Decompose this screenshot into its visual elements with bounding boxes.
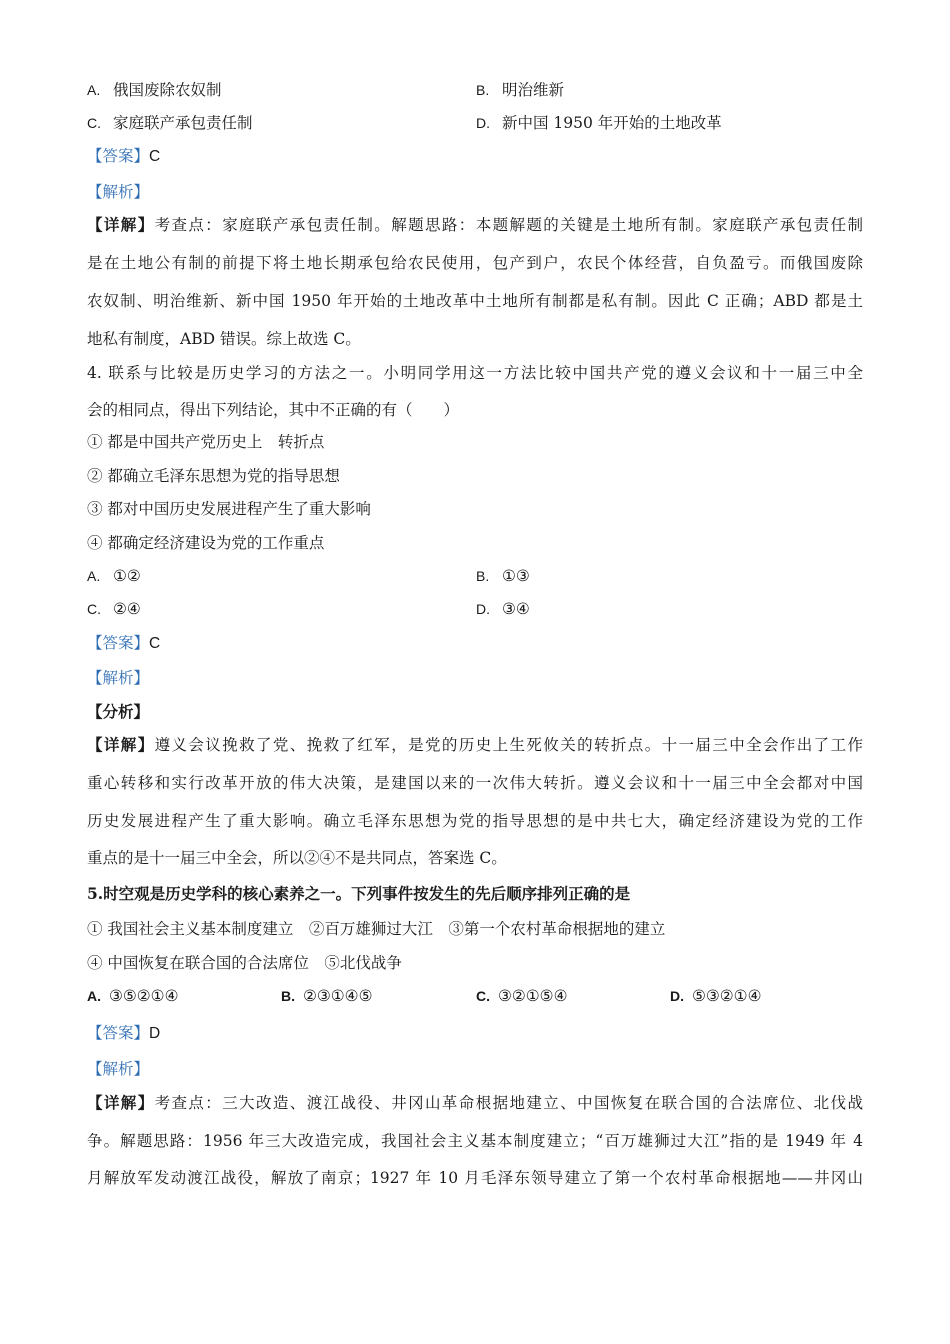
q3-option-a-letter: A. [87, 82, 101, 98]
q5-option-c-text: ③②①⑤④ [498, 987, 568, 1005]
q3-analysis-heading [87, 182, 863, 202]
q4-fenxi-tag: 【分析】 [87, 702, 150, 721]
q4-answer [87, 633, 863, 654]
q4-option-d-letter: D. [476, 601, 490, 617]
q5-detail-tag: 【详解】 [87, 1093, 155, 1112]
q5-option-b-letter: B. [281, 988, 295, 1004]
q4-stem-line-1: 4. 联系与比较是历史学习的方法之一。小明同学用这一方法比较中国共产党的遵义会议和十一届三中全 [87, 364, 863, 382]
q4-detail-line-2: 重心转移和实行改革开放的伟大决策，是建国以来的一次伟大转折。遵义会议和十一届三中全会都对中国 [87, 774, 863, 792]
q5-answer [87, 1023, 863, 1044]
q4-detail-line-1 [87, 735, 863, 755]
q4-analysis-tag: 【解析】 [87, 669, 150, 687]
q5-events-line-1: ① 我国社会主义基本制度建立 ②百万雄狮过大江 ③第一个农村革命根据地的建立 [87, 920, 666, 938]
q4-statement-4: ④ 都确定经济建设为党的工作重点 [87, 534, 325, 552]
q4-option-d-text: ③④ [502, 600, 530, 618]
q3-option-c-letter: C. [87, 115, 101, 131]
q3-detail-line-3: 农奴制、明治维新、新中国 1950 年开始的土地改革中土地所有制都是私有制。因此 C 正确；ABD 都是土 [87, 292, 863, 310]
q5-option-c-letter: C. [476, 988, 490, 1004]
q4-option-a-text: ①② [113, 567, 141, 585]
q5-detail-text-1: 考查点：三大改造、渡江战役、井冈山革命根据地建立、中国恢复在联合国的合法席位、北伐战 [154, 1094, 863, 1112]
q5-option-a [87, 986, 178, 1006]
q4-option-c-text: ②④ [113, 600, 141, 618]
q5-option-a-letter: A. [87, 988, 101, 1004]
q4-statement-1: ① 都是中国共产党历史上 转折点 [87, 433, 325, 451]
q4-option-c-letter: C. [87, 601, 101, 617]
q4-fenxi-heading [87, 702, 863, 722]
q4-option-a [87, 566, 141, 586]
q3-option-b [476, 80, 564, 100]
q3-option-b-letter: B. [476, 82, 490, 98]
q5-answer-value: D [149, 1025, 161, 1042]
q5-option-d-letter: D. [670, 988, 684, 1004]
q4-option-b-text: ①③ [502, 567, 530, 585]
q4-answer-value: C [149, 635, 161, 652]
q3-option-a [87, 80, 222, 100]
q4-option-d [476, 599, 530, 619]
q4-stem-line-2: 会的相同点，得出下列结论，其中不正确的有（ ） [87, 401, 460, 419]
q4-detail-tag: 【详解】 [87, 735, 155, 754]
q3-answer-tag: 【答案】 [87, 147, 150, 165]
q5-option-b [281, 986, 372, 1006]
q3-option-d-letter: D. [476, 115, 490, 131]
q5-events-line-2: ④ 中国恢复在联合国的合法席位 ⑤北伐战争 [87, 954, 402, 972]
q3-option-c [87, 113, 253, 133]
q5-option-d [670, 986, 761, 1006]
q3-detail-line-2: 是在土地公有制的前提下将土地长期承包给农民使用，包产到户，农民个体经营，自负盈亏。而俄国废除 [87, 254, 863, 272]
q4-detail-text-1: 遵义会议挽救了党、挽救了红军，是党的历史上生死攸关的转折点。十一届三中全会作出了工作 [154, 736, 863, 754]
q3-answer [87, 146, 863, 167]
q3-detail-line-1 [87, 215, 863, 235]
q4-statement-3: ③ 都对中国历史发展进程产生了重大影响 [87, 500, 371, 518]
q5-option-a-text: ③⑤②①④ [109, 987, 179, 1005]
q4-answer-tag: 【答案】 [87, 634, 150, 652]
q5-detail-line-3: 月解放军发动渡江战役，解放了南京；1927 年 10 月毛泽东领导建立了第一个农村革命根据地——井冈山 [87, 1169, 863, 1187]
q5-detail-line-2: 争。解题思路：1956 年三大改造完成，我国社会主义基本制度建立；“百万雄狮过大江”指的是 1949 年 4 [87, 1132, 863, 1150]
q3-detail-tag: 【详解】 [87, 215, 155, 234]
q3-option-d [476, 113, 722, 133]
q5-option-c [476, 986, 567, 1006]
q3-detail-line-4: 地私有制度，ABD 错误。综上故选 C。 [87, 330, 361, 348]
q3-analysis-tag: 【解析】 [87, 183, 150, 201]
q5-answer-tag: 【答案】 [87, 1024, 150, 1042]
q4-option-a-letter: A. [87, 568, 101, 584]
q3-detail-text-1: 考查点：家庭联产承包责任制。解题思路：本题解题的关键是土地所有制。家庭联产承包责任制 [154, 216, 863, 234]
q5-detail-line-1 [87, 1093, 863, 1113]
q3-option-d-text: 新中国 1950 年开始的土地改革 [502, 114, 722, 132]
q4-option-c [87, 599, 141, 619]
q4-statement-2: ② 都确立毛泽东思想为党的指导思想 [87, 467, 340, 485]
q4-option-b-letter: B. [476, 568, 490, 584]
q5-analysis-heading [87, 1059, 863, 1079]
q4-analysis-heading [87, 668, 863, 688]
q4-option-b [476, 566, 530, 586]
q5-option-d-text: ⑤③②①④ [692, 987, 762, 1005]
q4-detail-line-4: 重点的是十一届三中全会，所以②④不是共同点，答案选 C。 [87, 849, 507, 867]
q3-option-a-text: 俄国废除农奴制 [113, 81, 222, 99]
q3-option-b-text: 明治维新 [502, 81, 565, 99]
q5-stem: 5.时空观是历史学科的核心素养之一。下列事件按发生的先后顺序排列正确的是 [87, 884, 631, 903]
q3-option-c-text: 家庭联产承包责任制 [113, 114, 253, 132]
q5-analysis-tag: 【解析】 [87, 1060, 150, 1078]
q4-detail-line-3: 历史发展进程产生了重大影响。确立毛泽东思想为党的指导思想的是中共七大，确定经济建设为党的工作 [87, 812, 863, 830]
q3-answer-value: C [149, 148, 161, 165]
q5-option-b-text: ②③①④⑤ [303, 987, 373, 1005]
